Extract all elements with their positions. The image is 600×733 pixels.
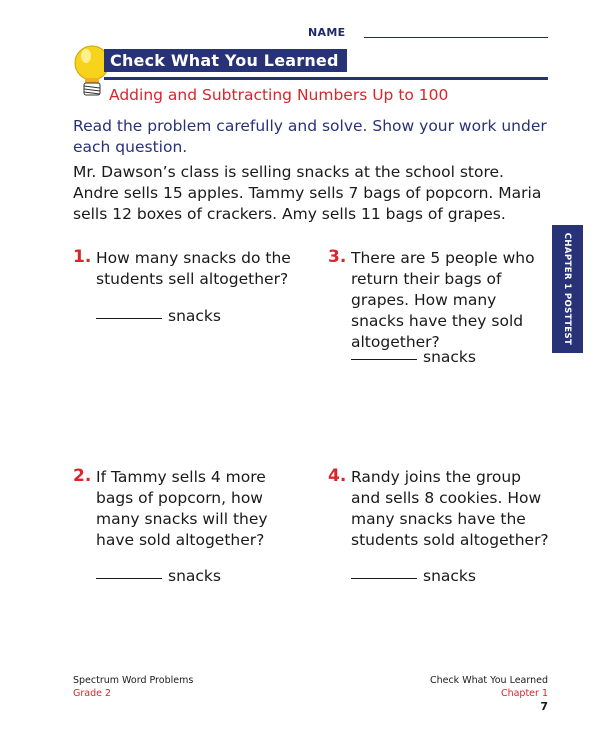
lesson-subtitle: Adding and Subtracting Numbers Up to 100 [109,86,449,104]
question-1-unit: snacks [168,307,221,325]
header-divider [104,77,548,80]
question-1-answer [96,307,221,325]
question-1-number: 1. [73,247,92,267]
question-1-text: How many snacks do the students sell altogether? [96,249,291,288]
question-1-answer-blank[interactable] [96,318,162,319]
question-3-number: 3. [328,247,347,267]
scenario-paragraph: Mr. Dawson’s class is selling snacks at the school store. Andre sells 15 apples. Tammy sells 7 bags of popcorn. Maria sells 12 boxes of crackers. Amy sells 11 bags of grapes. [73,163,542,223]
chapter-side-tab [552,225,583,353]
section-banner-title: Check What You Learned [104,49,347,72]
question-4-answer-blank[interactable] [351,578,417,579]
question-4-unit: snacks [423,567,476,585]
question-2-text: If Tammy sells 4 more bags of popcorn, how many snacks will they have sold altogether? [96,468,268,549]
name-label: NAME [308,26,346,39]
question-3-answer [351,348,476,366]
question-2-answer [96,567,221,585]
name-line[interactable] [364,37,548,38]
question-4-answer [351,567,476,585]
footer-grade: Grade 2 [73,688,112,699]
question-3-unit: snacks [423,348,476,366]
question-2-unit: snacks [168,567,221,585]
footer-section-title: Check What You Learned [429,675,548,686]
question-3-text: There are 5 people who return their bags of grapes. How many snacks have they sold altogether? [351,249,535,351]
question-3-answer-blank[interactable] [351,359,417,360]
footer-chapter: Chapter 1 [500,688,548,699]
chapter-side-tab-label: CHAPTER 1 POSTTEST [562,232,572,346]
question-2-answer-blank[interactable] [96,578,162,579]
instructions: Read the problem carefully and solve. Show your work under each question. [73,117,547,156]
footer-book-title: Spectrum Word Problems [73,675,194,686]
question-4-text: Randy joins the group and sells 8 cookies. How many snacks have the students sold altogether? [351,468,549,549]
question-4-number: 4. [328,466,347,486]
page-number: 7 [540,700,548,713]
question-2-number: 2. [73,466,92,486]
